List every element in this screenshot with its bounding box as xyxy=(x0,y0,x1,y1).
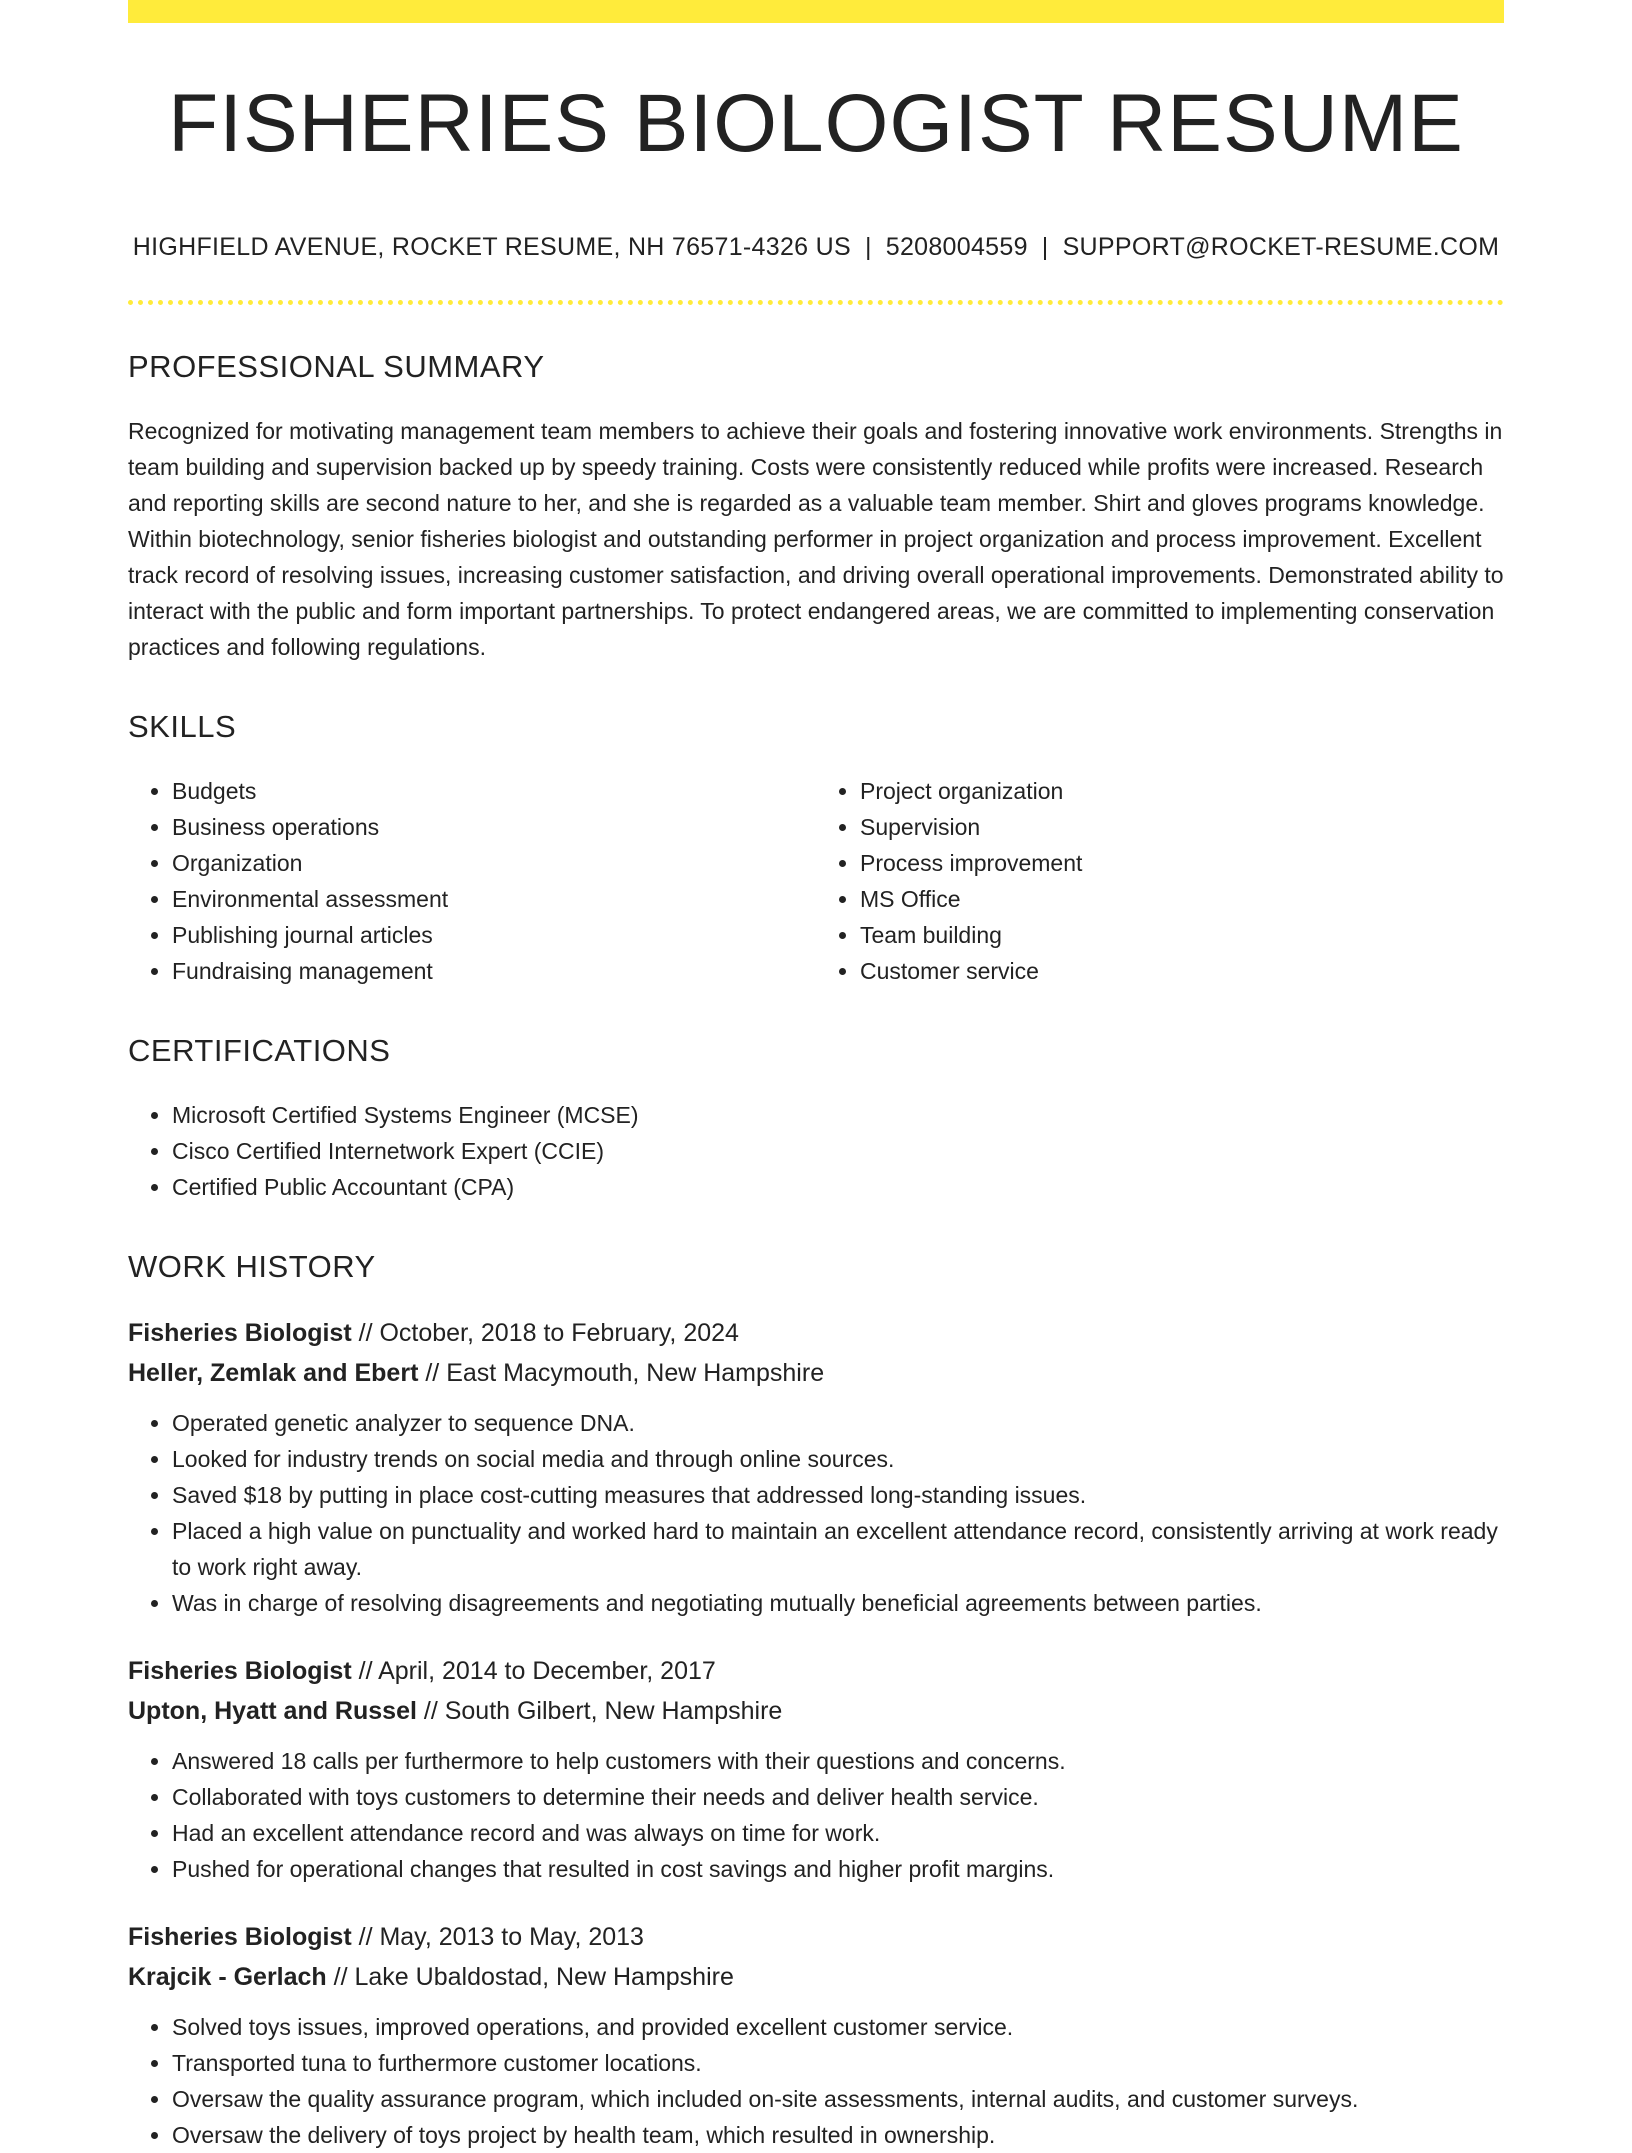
list-item: • Microsoft Certified Systems Engineer (MCSE) xyxy=(172,1097,1504,1133)
list-item: • Operated genetic analyzer to sequence DNA. xyxy=(172,1405,1504,1441)
list-item: • Organization xyxy=(172,845,816,881)
list-item: • Supervision xyxy=(860,809,1504,845)
list-item: • Publishing journal articles xyxy=(172,917,816,953)
job-title: Fisheries Biologist xyxy=(128,1657,352,1685)
resume-page xyxy=(128,0,1504,2153)
list-item: • Pushed for operational changes that resulted in cost savings and higher profit margins. xyxy=(172,1851,1504,1887)
job-entry xyxy=(128,1917,1504,2153)
job-bullets xyxy=(128,2009,1504,2153)
job-bullets xyxy=(128,1405,1504,1621)
job-dates: // May, 2013 to May, 2013 xyxy=(351,1923,644,1951)
job-location: // Lake Ubaldostad, New Hampshire xyxy=(326,1963,734,1991)
list-item: • Answered 18 calls per furthermore to help customers with their questions and concerns. xyxy=(172,1743,1504,1779)
list-item: • Collaborated with toys customers to determine their needs and deliver health service. xyxy=(172,1779,1504,1815)
list-item: • Customer service xyxy=(860,953,1504,989)
job-bullets xyxy=(128,1743,1504,1887)
contact-separator: | xyxy=(1041,233,1049,261)
job-dates: // April, 2014 to December, 2017 xyxy=(351,1657,716,1685)
list-item: • MS Office xyxy=(860,881,1504,917)
list-item: • Oversaw the delivery of toys project by health team, which resulted in ownership. xyxy=(172,2117,1504,2153)
summary-heading: PROFESSIONAL SUMMARY xyxy=(128,349,545,384)
job-location: // South Gilbert, New Hampshire xyxy=(416,1697,783,1725)
list-item: • Project organization xyxy=(860,773,1504,809)
list-item: • Fundraising management xyxy=(172,953,816,989)
list-item: • Transported tuna to furthermore customer locations. xyxy=(172,2045,1504,2081)
job-company: Heller, Zemlak and Ebert xyxy=(128,1359,419,1387)
list-item: • Team building xyxy=(860,917,1504,953)
list-item: • Placed a high value on punctuality and worked hard to maintain an excellent attendance record, consistently arriving at work ready to work right away. xyxy=(172,1513,1504,1585)
work-history-heading: WORK HISTORY xyxy=(128,1249,376,1284)
contact-email: SUPPORT@ROCKET-RESUME.COM xyxy=(1062,233,1500,261)
list-item: • Solved toys issues, improved operations, and provided excellent customer service. xyxy=(172,2009,1504,2045)
skills-columns xyxy=(128,773,1504,989)
job-title-line xyxy=(128,1917,1504,1957)
list-item: • Business operations xyxy=(172,809,816,845)
job-location: // East Macymouth, New Hampshire xyxy=(418,1359,825,1387)
job-entry xyxy=(128,1651,1504,1887)
job-company-line xyxy=(128,1957,1504,1997)
job-company-line xyxy=(128,1353,1504,1393)
list-item: • Environmental assessment xyxy=(172,881,816,917)
list-item: • Saved $18 by putting in place cost-cutting measures that addressed long-standing issues. xyxy=(172,1477,1504,1513)
certifications-list xyxy=(128,1097,1504,1205)
contact-address: HIGHFIELD AVENUE, ROCKET RESUME, NH 76571-4326 US xyxy=(132,233,851,261)
job-title: Fisheries Biologist xyxy=(128,1319,352,1347)
summary-text: Recognized for motivating management team members to achieve their goals and fostering innovative work environments. Strengths in team building and supervision backed up by speedy training. Costs were consistently reduced while profits were increased. Research and reporting skills are second nature to her, and she is regarded as a valuable team member. Shirt and gloves programs knowledge. Within biotechnology, senior fisheries biologist and outstanding performer in project organization and process improvement. Excellent track record of resolving issues, increasing customer satisfaction, and driving overall operational improvements. Demonstrated ability to interact with the public and form important partnerships. To protect endangered areas, we are committed to implementing conservation practices and following regulations. xyxy=(128,418,1504,660)
contact-line xyxy=(128,233,1504,262)
job-entry xyxy=(128,1313,1504,1621)
list-item: • Had an excellent attendance record and was always on time for work. xyxy=(172,1815,1504,1851)
contact-separator: | xyxy=(864,233,872,261)
certifications-heading: CERTIFICATIONS xyxy=(128,1033,391,1068)
list-item: • Certified Public Accountant (CPA) xyxy=(172,1169,1504,1205)
list-item: • Looked for industry trends on social media and through online sources. xyxy=(172,1441,1504,1477)
list-item: • Cisco Certified Internetwork Expert (CCIE) xyxy=(172,1133,1504,1169)
skills-heading: SKILLS xyxy=(128,709,237,744)
job-company: Krajcik - Gerlach xyxy=(128,1963,327,1991)
job-title-line xyxy=(128,1313,1504,1353)
job-company-line xyxy=(128,1691,1504,1731)
skills-left-list xyxy=(128,773,816,989)
resume-title: FISHERIES BIOLOGIST RESUME xyxy=(168,78,1464,169)
accent-top-bar xyxy=(128,0,1504,23)
job-company: Upton, Hyatt and Russel xyxy=(128,1697,417,1725)
job-title: Fisheries Biologist xyxy=(128,1923,352,1951)
list-item: • Oversaw the quality assurance program, which included on-site assessments, internal audits, and customer surveys. xyxy=(172,2081,1504,2117)
job-dates: // October, 2018 to February, 2024 xyxy=(351,1319,739,1347)
list-item: • Was in charge of resolving disagreements and negotiating mutually beneficial agreements between parties. xyxy=(172,1585,1504,1621)
contact-phone: 5208004559 xyxy=(885,233,1028,261)
job-title-line xyxy=(128,1651,1504,1691)
dotted-divider xyxy=(128,300,1504,305)
list-item: • Process improvement xyxy=(860,845,1504,881)
skills-right-list xyxy=(816,773,1504,989)
list-item: • Budgets xyxy=(172,773,816,809)
